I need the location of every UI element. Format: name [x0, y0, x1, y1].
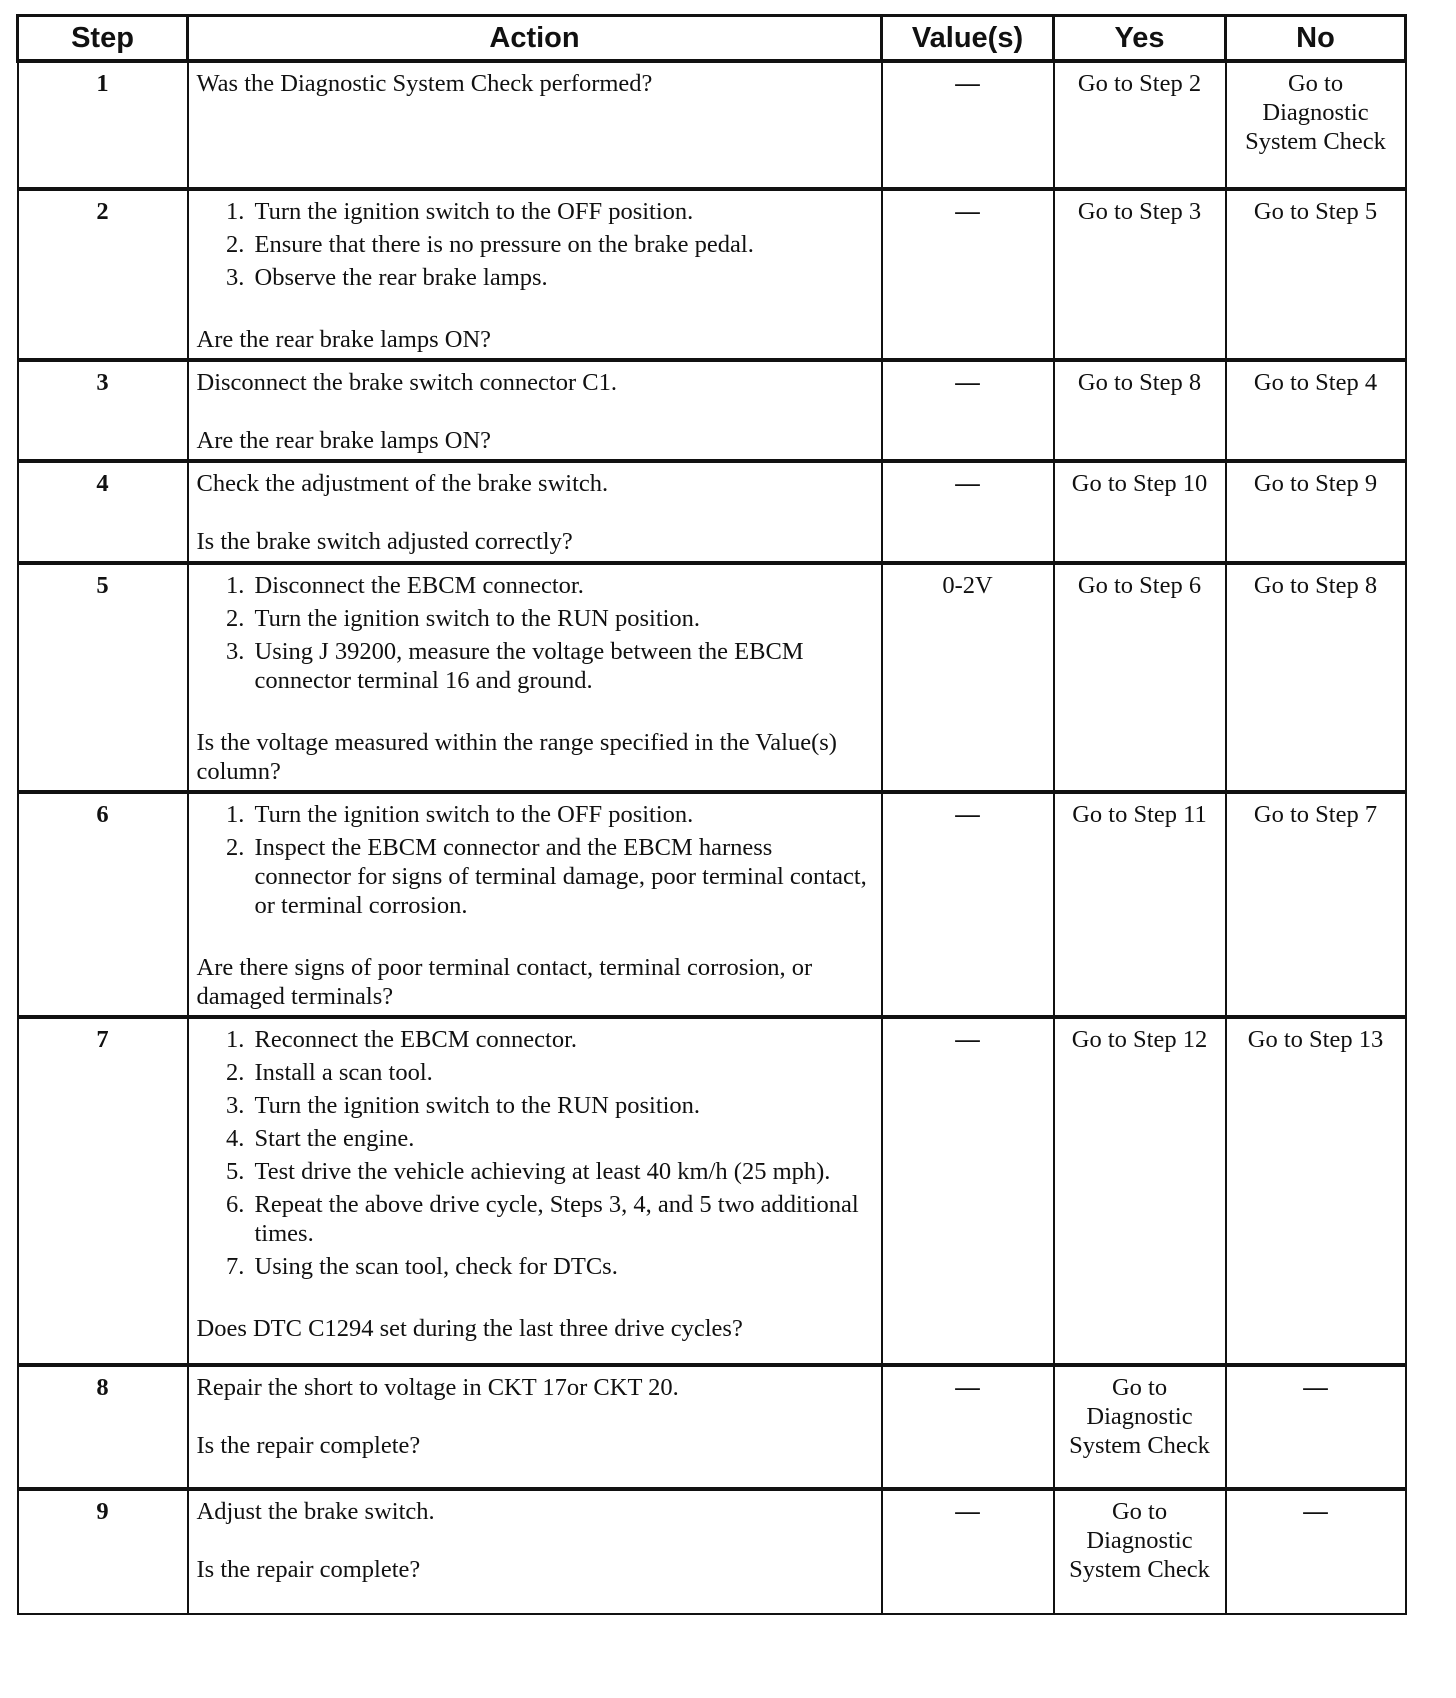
yes-cell: Go to Diagnostic System Check: [1054, 1365, 1226, 1489]
value-text: —: [955, 369, 980, 396]
no-cell: Go to Step 4: [1226, 360, 1406, 461]
action-text: Adjust the brake switch.: [196, 1498, 435, 1525]
action-text: Repair the short to voltage in CKT 17or CKT 20.: [196, 1374, 679, 1401]
action-cell: [188, 563, 882, 792]
no-text: —: [1303, 1498, 1328, 1525]
action-steps-list: [197, 1025, 873, 1281]
action-step: 2. Install a scan tool.: [251, 1058, 873, 1087]
action-question: Are the rear brake lamps ON?: [196, 326, 492, 353]
action-step: 2. Turn the ignition switch to the RUN position.: [251, 604, 873, 633]
value-text: —: [955, 1498, 980, 1525]
action-question: Are the rear brake lamps ON?: [196, 427, 492, 454]
action-step: 3. Turn the ignition switch to the RUN position.: [251, 1091, 873, 1120]
value-text: —: [955, 1374, 980, 1401]
action-cell: [188, 1489, 882, 1614]
value-cell: [882, 1365, 1054, 1489]
action-steps-list: [197, 800, 873, 920]
action-step: 2. Inspect the EBCM connector and the EBCM harness connector for signs of terminal damage, poor terminal contact, or terminal corrosion.: [251, 833, 873, 920]
no-cell: Go to Step 13: [1226, 1017, 1406, 1365]
action-text: Was the Diagnostic System Check performed?: [196, 70, 653, 97]
value-cell: [882, 1489, 1054, 1614]
value-text: —: [955, 70, 980, 97]
value-text: —: [955, 470, 980, 497]
step-number: 7: [18, 1017, 188, 1365]
value-cell: [882, 189, 1054, 360]
yes-cell: Go to Step 3: [1054, 189, 1226, 360]
action-step: 1. Turn the ignition switch to the OFF position.: [251, 800, 873, 829]
header-yes: Yes: [1054, 16, 1226, 62]
action-step: 3. Observe the rear brake lamps.: [251, 263, 873, 292]
table-row: [18, 360, 1406, 461]
action-steps-list: [197, 571, 873, 695]
action-text: Disconnect the brake switch connector C1.: [196, 369, 617, 396]
step-number: 2: [18, 189, 188, 360]
yes-cell: Go to Diagnostic System Check: [1054, 1489, 1226, 1614]
action-cell: [188, 360, 882, 461]
step-number: 3: [18, 360, 188, 461]
no-cell: [1226, 1489, 1406, 1614]
step-number: 8: [18, 1365, 188, 1489]
action-step: 6. Repeat the above drive cycle, Steps 3, 4, and 5 two additional times.: [251, 1190, 873, 1248]
value-cell: [882, 792, 1054, 1017]
action-question: Are there signs of poor terminal contact, terminal corrosion, or damaged terminals?: [196, 954, 813, 1010]
yes-cell: Go to Step 6: [1054, 563, 1226, 792]
value-cell: [882, 1017, 1054, 1365]
action-question: Is the repair complete?: [196, 1432, 421, 1459]
no-text: —: [1303, 1374, 1328, 1401]
action-step: 4. Start the engine.: [251, 1124, 873, 1153]
action-step: 1. Disconnect the EBCM connector.: [251, 571, 873, 600]
action-cell: [188, 1017, 882, 1365]
action-step: 1. Reconnect the EBCM connector.: [251, 1025, 873, 1054]
step-number: 5: [18, 563, 188, 792]
table-row: [18, 1017, 1406, 1365]
action-cell: [188, 61, 882, 189]
action-question: Is the voltage measured within the range specified in the Value(s) column?: [196, 729, 837, 785]
step-number: 9: [18, 1489, 188, 1614]
yes-cell: Go to Step 2: [1054, 61, 1226, 189]
action-step: 5. Test drive the vehicle achieving at least 40 km/h (25 mph).: [251, 1157, 873, 1186]
header-step: Step: [18, 16, 188, 62]
no-cell: Go to Step 8: [1226, 563, 1406, 792]
header-row: [18, 16, 1406, 62]
header-action: Action: [188, 16, 882, 62]
diagnostic-table: [16, 14, 1407, 1615]
yes-cell: Go to Step 10: [1054, 461, 1226, 563]
yes-cell: Go to Step 12: [1054, 1017, 1226, 1365]
header-no: No: [1226, 16, 1406, 62]
no-cell: Go to Step 9: [1226, 461, 1406, 563]
step-number: 4: [18, 461, 188, 563]
action-step: 7. Using the scan tool, check for DTCs.: [251, 1252, 873, 1281]
value-text: —: [955, 801, 980, 828]
no-cell: Go to Diagnostic System Check: [1226, 61, 1406, 189]
value-cell: [882, 461, 1054, 563]
action-question: Is the brake switch adjusted correctly?: [196, 528, 573, 555]
action-cell: [188, 1365, 882, 1489]
yes-cell: Go to Step 11: [1054, 792, 1226, 1017]
action-question: Is the repair complete?: [196, 1556, 421, 1583]
yes-cell: Go to Step 8: [1054, 360, 1226, 461]
action-cell: [188, 461, 882, 563]
step-number: 1: [18, 61, 188, 189]
value-text: —: [955, 198, 980, 225]
action-step: 1. Turn the ignition switch to the OFF position.: [251, 197, 873, 226]
no-cell: [1226, 1365, 1406, 1489]
value-cell: [882, 61, 1054, 189]
action-cell: [188, 189, 882, 360]
action-question: Does DTC C1294 set during the last three drive cycles?: [196, 1315, 743, 1342]
header-values: Value(s): [882, 16, 1054, 62]
action-step: 3. Using J 39200, measure the voltage between the EBCM connector terminal 16 and ground.: [251, 637, 873, 695]
table-row: [18, 792, 1406, 1017]
no-cell: Go to Step 5: [1226, 189, 1406, 360]
action-steps-list: [197, 197, 873, 292]
action-text: Check the adjustment of the brake switch.: [196, 470, 609, 497]
table-row: [18, 1365, 1406, 1489]
value-text: —: [955, 1026, 980, 1053]
table-row: [18, 61, 1406, 189]
value-cell: [882, 360, 1054, 461]
value-cell: [882, 563, 1054, 792]
action-cell: [188, 792, 882, 1017]
table-row: [18, 461, 1406, 563]
table-row: [18, 189, 1406, 360]
no-cell: Go to Step 7: [1226, 792, 1406, 1017]
value-text: 0-2V: [942, 572, 993, 599]
diagnostic-table-page: [16, 14, 1407, 1615]
table-row: [18, 563, 1406, 792]
action-step: 2. Ensure that there is no pressure on the brake pedal.: [251, 230, 873, 259]
table-row: [18, 1489, 1406, 1614]
step-number: 6: [18, 792, 188, 1017]
